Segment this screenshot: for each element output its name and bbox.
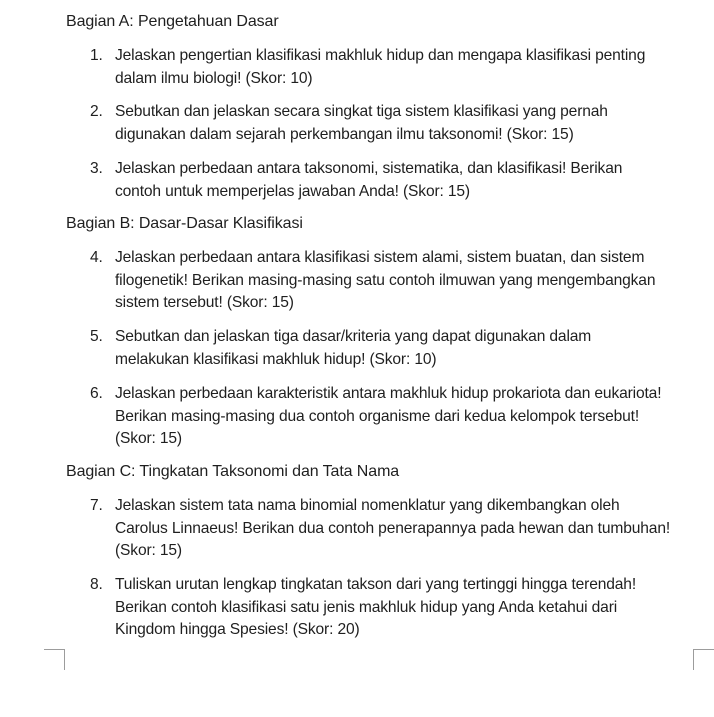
question-number: 6. bbox=[90, 385, 103, 402]
page-margin-corner-left bbox=[44, 649, 65, 670]
question-number: 1. bbox=[90, 47, 103, 64]
question-5 bbox=[90, 326, 710, 371]
question-text-line: Berikan contoh klasifikasi satu jenis makhluk hidup yang Anda ketahui dari bbox=[115, 598, 618, 616]
question-text-line: Carolus Linnaeus! Berikan dua contoh penerapannya pada hewan dan tumbuhan! bbox=[115, 519, 671, 537]
question-number: 7. bbox=[90, 497, 103, 514]
section-heading-c: Bagian C: Tingkatan Taksonomi dan Tata Nama bbox=[66, 463, 400, 480]
question-1 bbox=[90, 45, 710, 90]
question-text-line: sistem tersebut! (Skor: 15) bbox=[115, 294, 294, 312]
question-text-line: Jelaskan pengertian klasifikasi makhluk hidup dan mengapa klasifikasi penting bbox=[115, 47, 646, 64]
question-4 bbox=[90, 247, 710, 315]
question-text-line: filogenetik! Berikan masing-masing satu contoh ilmuwan yang mengembangkan bbox=[115, 271, 656, 289]
question-3 bbox=[90, 158, 710, 203]
section-heading-b: Bagian B: Dasar-Dasar Klasifikasi bbox=[66, 215, 303, 232]
question-text-line: (Skor: 15) bbox=[115, 542, 182, 560]
question-text-line: Sebutkan dan jelaskan secara singkat tiga sistem klasifikasi yang pernah bbox=[115, 103, 608, 120]
question-text-line: Jelaskan perbedaan antara taksonomi, sistematika, dan klasifikasi! Berikan bbox=[115, 160, 623, 177]
page-margin-corner-right bbox=[693, 649, 714, 670]
question-text-line: digunakan dalam sejarah perkembangan ilmu taksonomi! (Skor: 15) bbox=[115, 125, 574, 143]
question-text-line: Jelaskan sistem tata nama binomial nomenklatur yang dikembangkan oleh bbox=[115, 497, 620, 514]
section-heading-a: Bagian A: Pengetahuan Dasar bbox=[66, 13, 279, 30]
question-text-line: Jelaskan perbedaan karakteristik antara makhluk hidup prokariota dan eukariota! bbox=[115, 385, 662, 402]
question-number: 4. bbox=[90, 249, 103, 266]
question-text-line: Jelaskan perbedaan antara klasifikasi sistem alami, sistem buatan, dan sistem bbox=[115, 249, 645, 266]
question-number: 3. bbox=[90, 160, 103, 177]
question-2 bbox=[90, 101, 710, 146]
question-number: 8. bbox=[90, 576, 103, 593]
question-text-line: contoh untuk memperjelas jawaban Anda! (Skor: 15) bbox=[115, 182, 470, 200]
question-text-line: melakukan klasifikasi makhluk hidup! (Skor: 10) bbox=[115, 350, 437, 368]
question-text-line: Tuliskan urutan lengkap tingkatan takson dari yang tertinggi hingga terendah! bbox=[115, 576, 637, 593]
question-text-line: Berikan masing-masing dua contoh organisme dari kedua kelompok tersebut! bbox=[115, 407, 640, 425]
question-text-line: dalam ilmu biologi! (Skor: 10) bbox=[115, 69, 313, 87]
question-8 bbox=[90, 574, 710, 642]
question-7 bbox=[90, 495, 710, 563]
question-text-line: Kingdom hingga Spesies! (Skor: 20) bbox=[115, 621, 360, 639]
question-text-line: Sebutkan dan jelaskan tiga dasar/kriteria yang dapat digunakan dalam bbox=[115, 328, 592, 345]
question-6 bbox=[90, 383, 710, 451]
question-number: 2. bbox=[90, 103, 103, 120]
question-text-line: (Skor: 15) bbox=[115, 430, 182, 448]
question-number: 5. bbox=[90, 328, 103, 345]
